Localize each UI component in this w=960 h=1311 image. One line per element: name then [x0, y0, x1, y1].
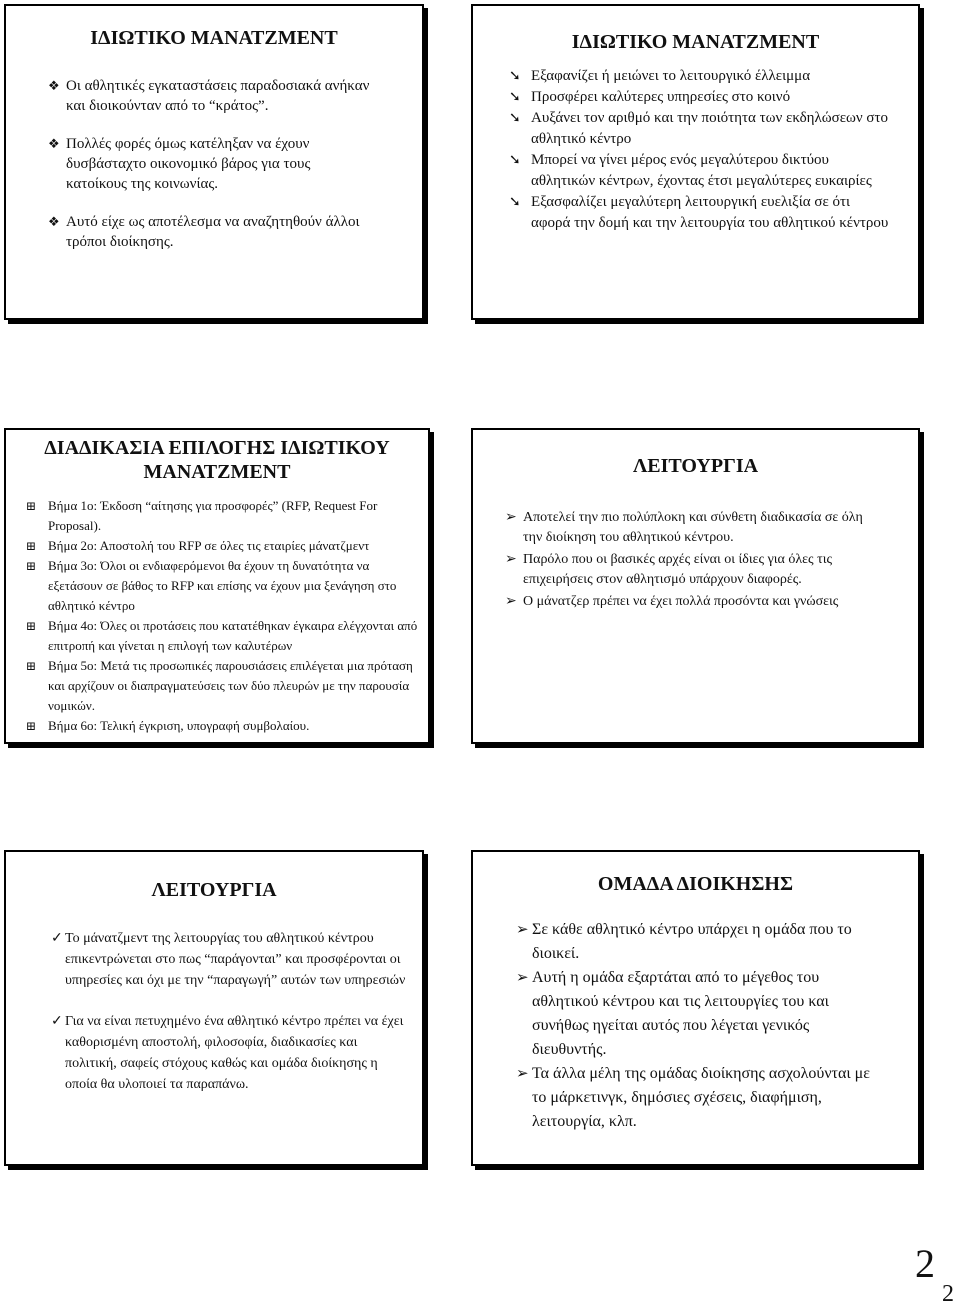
diamond-bullet-icon: ❖	[48, 214, 60, 229]
list-item: ⊞ Βήμα 3ο: Όλοι οι ενδιαφερόμενοι θα έχουν τη δυνατότητα να εξετάσουν σε βάθος το RFP και επίσης να έχουν μια ξενάγηση στο αθλητικό κέντρο	[26, 558, 397, 613]
grid-bullet-icon: ⊞	[26, 719, 37, 733]
slide-5	[4, 850, 424, 1166]
bullet-list	[51, 928, 411, 1115]
arrowhead-bullet-icon: ➢	[505, 510, 517, 525]
page-number: 2	[915, 1241, 935, 1286]
arrow-bullet-icon: ➘	[509, 69, 521, 84]
arrow-bullet-icon: ➘	[509, 90, 521, 105]
list-item: ➘ Μπορεί να γίνει μέρος ενός μεγαλύτερου δικτύου αθλητικών κέντρων, έχοντας έτσι μεγαλύτερες ευκαιρίες	[509, 152, 872, 189]
slide-title: ΙΔΙΩΤΙΚΟ ΜΑΝΑΤΖΜΕΝΤ	[571, 31, 820, 53]
bullet-list	[509, 66, 889, 234]
grid-bullet-icon: ⊞	[26, 539, 37, 553]
grid-bullet-icon: ⊞	[26, 659, 37, 673]
diamond-bullet-icon: ❖	[48, 136, 60, 151]
slide-1	[4, 4, 424, 320]
arrow-bullet-icon: ➘	[509, 111, 521, 126]
list-item: ⊞ Βήμα 4ο: Όλες οι προτάσεις που κατατέθηκαν έγκαιρα ελέγχονται από επιτροπή και γίνεται η επιλογή των καλυτέρων	[26, 618, 418, 653]
arrow-bullet-icon: ➘	[509, 153, 521, 168]
slide-title: ΟΜΑΔΑ ΔΙΟΙΚΗΣΗΣ	[597, 873, 794, 895]
slide-title: ΙΔΙΩΤΙΚΟ ΜΑΝΑΤΖΜΕΝΤ	[90, 27, 338, 49]
list-item: ⊞ Βήμα 2ο: Αποστολή του RFP σε όλες τις εταιρίες μάνατζμεντ	[26, 536, 426, 556]
arrow-bullet-icon: ➘	[509, 195, 521, 210]
list-item: ❖ Οι αθλητικές εγκαταστάσεις παραδοσιακά ανήκαν και διοικούνταν από το “κράτος”.	[48, 78, 370, 114]
list-item: ➢ Ο μάνατζερ πρέπει να έχει πολλά προσόντα και γνώσεις	[505, 592, 885, 612]
list-item: ✓ Για να είναι πετυχημένο ένα αθλητικό κέντρο πρέπει να έχει καθορισμένη αποστολή, φιλοσοφία, διαδικασίες και πολιτική, σαφείς στόχους καθώς και ομάδα διοίκησης η οποία θα υλοποιεί τα παραπάνω.	[51, 1011, 411, 1095]
arrowhead-bullet-icon: ➢	[516, 970, 529, 986]
list-item: ➢ Παρόλο που οι βασικές αρχές είναι οι ίδιες για όλες τις επιχειρήσεις στον αθλητισμό υπάρχουν διαφορές.	[505, 552, 833, 587]
checkmark-bullet-icon: ✓	[51, 931, 63, 946]
list-item: ⊞ Βήμα 5ο: Μετά τις προσωπικές παρουσιάσεις επιλέγεται μια πρόταση και αρχίζουν οι διαπραγματεύσεις των δύο πλευρών με την παρουσία νομικών.	[26, 658, 413, 713]
arrowhead-bullet-icon: ➢	[505, 594, 517, 609]
slide-2	[471, 4, 920, 320]
list-item: ➢ Αποτελεί την πιο πολύπλοκη και σύνθετη διαδικασία σε όλη την διοίκηση του αθλητικού κέντρου.	[505, 510, 863, 545]
list-item: ❖ Αυτό είχε ως αποτέλεσμα να αναζητηθούν άλλοι τρόποι διοίκησης.	[48, 214, 360, 250]
list-item: ⊞ Βήμα 1ο: Έκδοση “αίτησης για προσφορές” (RFP, Request For Proposal).	[26, 498, 378, 533]
bullet-list	[48, 76, 374, 270]
slide-title: ΔΙΑΔΙΚΑΣΙΑ ΕΠΙΛΟΓΗΣ ΙΔΙΩΤΙΚΟΥ ΜΑΝΑΤΖΜΕΝΤ	[44, 437, 390, 483]
list-item: ➢ Σε κάθε αθλητικό κέντρο υπάρχει η ομάδα που το διοικεί.	[516, 918, 886, 966]
list-item: ✓ Το μάνατζμεντ της λειτουργίας του αθλητικού κέντρου επικεντρώνεται στο πως “παράγονται” και προσφέρονται οι υπηρεσίες και όχι με την “παραγωγή” αυτών των υπηρεσιών	[51, 928, 411, 991]
grid-bullet-icon: ⊞	[26, 499, 37, 513]
list-item: ➢ Τα άλλα μέλη της ομάδας διοίκησης ασχολούνται με το μάρκετινγκ, δημόσιες σχέσεις, διαφήμιση, λειτουργία, κλπ.	[516, 1062, 886, 1134]
grid-bullet-icon: ⊞	[26, 619, 37, 633]
list-item: ➘ Εξασφαλίζει μεγαλύτερη λειτουργική ευελιξία σε ότι αφορά την δομή και την λειτουργία του αθλητικού κέντρου	[509, 194, 889, 231]
checkmark-bullet-icon: ✓	[51, 1014, 63, 1029]
grid-bullet-icon: ⊞	[26, 559, 37, 573]
list-item: ➘ Αυξάνει τον αριθμό και την ποιότητα των εκδηλώσεων στο αθλητικό κέντρο	[509, 110, 889, 147]
list-item: ➘ Προσφέρει καλύτερες υπηρεσίες στο κοινό	[509, 87, 889, 108]
slide-title: ΛΕΙΤΟΥΡΓΙΑ	[151, 879, 277, 901]
slide-6	[471, 850, 920, 1166]
slide-4	[471, 428, 920, 744]
arrowhead-bullet-icon: ➢	[516, 922, 529, 938]
list-item: ❖ Πολλές φορές όμως κατέληξαν να έχουν δυσβάσταχτο οικονομικό βάρος για τους κατοίκους της κοινωνίας.	[48, 136, 311, 192]
arrowhead-bullet-icon: ➢	[516, 1066, 529, 1082]
bullet-list	[26, 496, 426, 736]
arrowhead-bullet-icon: ➢	[505, 552, 517, 567]
list-item: ➢ Αυτή η ομάδα εξαρτάται από το μέγεθος του αθλητικού κέντρου και τις λειτουργίες του και συνήθως ηγείται αυτός που λέγεται γενικός διευθυντής.	[516, 966, 886, 1062]
list-item: ⊞ Βήμα 6ο: Τελική έγκριση, υπογραφή συμβολαίου.	[26, 716, 426, 736]
bullet-list	[516, 918, 886, 1134]
slide-3	[4, 428, 430, 744]
slide-title: ΛΕΙΤΟΥΡΓΙΑ	[632, 455, 759, 477]
page-number-small: 2	[942, 1281, 954, 1307]
diamond-bullet-icon: ❖	[48, 78, 60, 93]
list-item: ➘ Εξαφανίζει ή μειώνει το λειτουργικό έλλειμμα	[509, 66, 889, 87]
bullet-list	[505, 508, 885, 614]
